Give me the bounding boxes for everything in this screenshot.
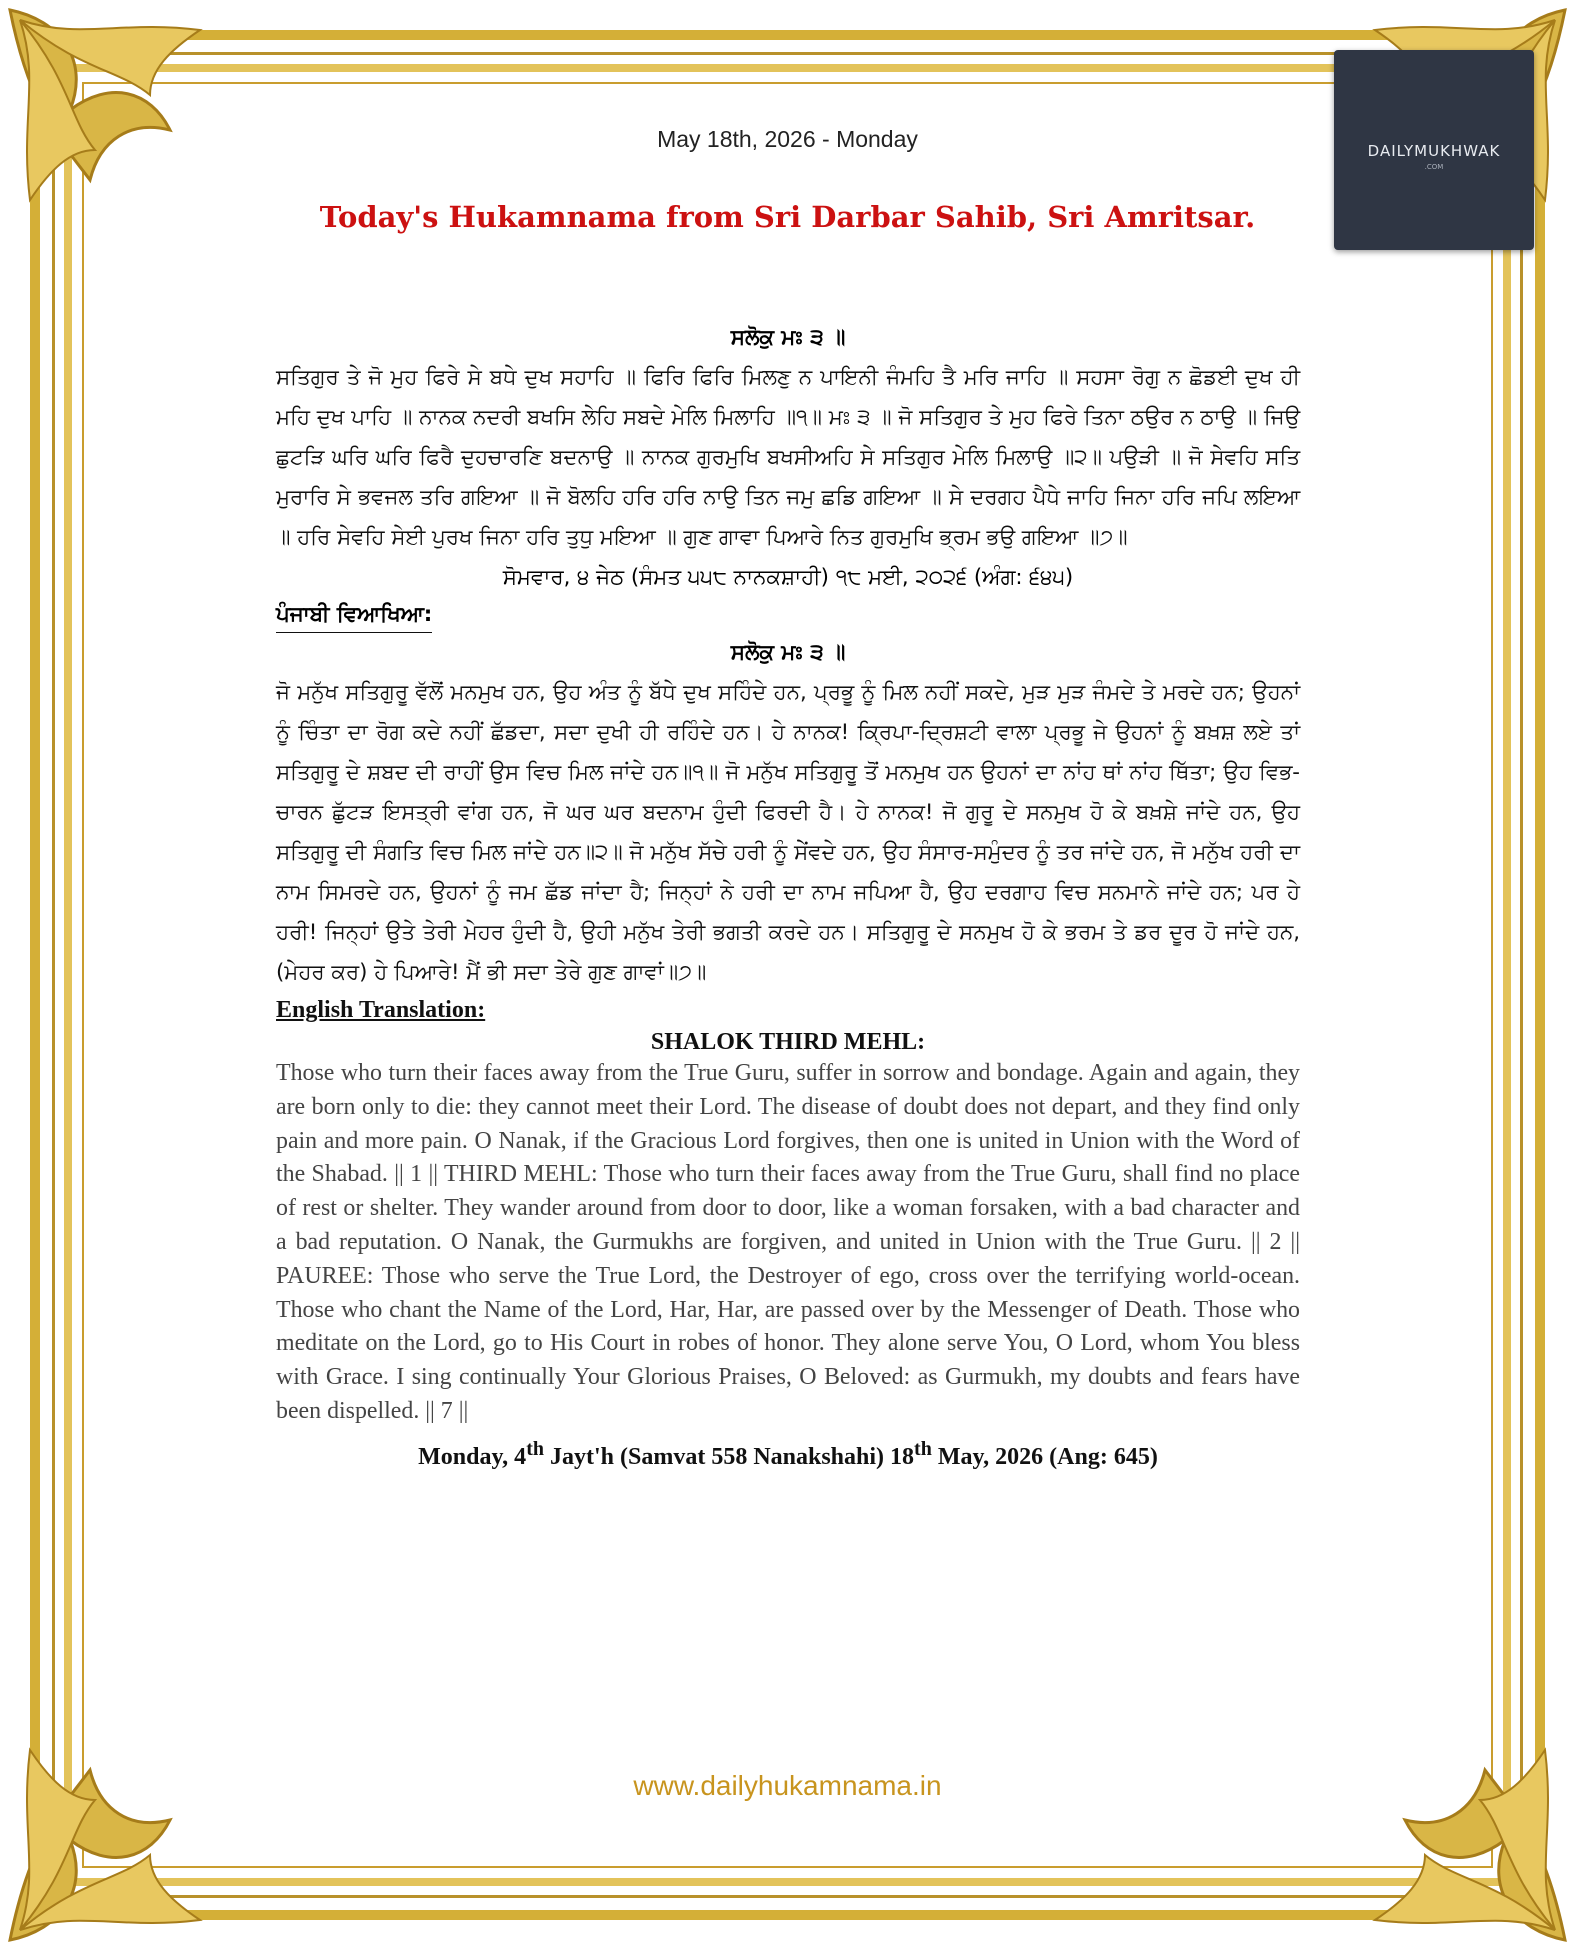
punjabi-text: ਜੋ ਮਨੁੱਖ ਸਤਿਗੁਰੂ ਵੱਲੋਂ ਮਨਮੁਖ ਹਨ, ਉਹ ਅੰਤ ਨੂੰ ਬੱਧੇ ਦੁਖ ਸਹਿੰਦੇ ਹਨ, ਪ੍ਰਭੂ ਨੂੰ ਮਿਲ ਨਹੀਂ ਸਕਦੇ, ਮੁੜ ਮੁੜ ਜੰਮਦੇ ਤੇ ਮਰਦੇ ਹਨ; ਉਹਨਾਂ ਨੂੰ ਚਿੰਤਾ ਦਾ ਰੋਗ ਕਦੇ ਨਹੀਂ ਛੱਡਦਾ, ਸਦਾ ਦੁਖੀ ਹੀ ਰਹਿੰਦੇ ਹਨ। ਹੇ ਨਾਨਕ! ਕ੍ਰਿਪਾ-ਦ੍ਰਿਸ਼ਟੀ ਵਾਲਾ ਪ੍ਰਭੂ ਜੇ ਉਹਨਾਂ ਨੂੰ ਬਖ਼ਸ਼ ਲਏ ਤਾਂ ਸਤਿਗੁਰੂ ਦੇ ਸ਼ਬਦ ਦੀ ਰਾਹੀਂ ਉਸ ਵਿਚ ਮਿਲ ਜਾਂਦੇ ਹਨ॥੧॥ ਜੋ ਮਨੁੱਖ ਸਤਿਗੁਰੂ ਤੋਂ ਮਨਮੁਖ ਹਨ ਉਹਨਾਂ ਦਾ ਨਾਂਹ ਥਾਂ ਨਾਂਹ ਥਿੱਤਾ; ਉਹ ਵਿਭ-ਚਾਰਨ ਛੁੱਟੜ ਇਸਤ੍ਰੀ ਵਾਂਗ ਹਨ, ਜੋ ਘਰ ਘਰ ਬਦਨਾਮ ਹੁੰਦੀ ਫਿਰਦੀ ਹੈ। ਹੇ ਨਾਨਕ! ਜੋ ਗੁਰੂ ਦੇ ਸਨਮੁਖ ਹੋ ਕੇ ਬਖ਼ਸ਼ੇ ਜਾਂਦੇ ਹਨ, ਉਹ ਸਤਿਗੁਰੂ ਦੀ ਸੰਗਤਿ ਵਿਚ ਮਿਲ ਜਾਂਦੇ ਹਨ॥੨॥ ਜੋ ਮਨੁੱਖ ਸੱਚੇ ਹਰੀ ਨੂੰ ਸੇਂਵਦੇ ਹਨ, ਉਹ ਸੰਸਾਰ-ਸਮੁੰਦਰ ਨੂੰ ਤਰ ਜਾਂਦੇ ਹਨ, ਜੋ ਮਨੁੱਖ ਹਰੀ ਦਾ ਨਾਮ ਸਿਮਰਦੇ ਹਨ, ਉਹਨਾਂ ਨੂੰ ਜਮ ਛੱਡ ਜਾਂਦਾ ਹੈ; ਜਿਨ੍ਹਾਂ ਨੇ ਹਰੀ ਦਾ ਨਾਮ ਜਪਿਆ ਹੈ, ਉਹ ਦਰਗਾਹ ਵਿਚ ਸਨਮਾਨੇ ਜਾਂਦੇ ਹਨ; ਪਰ ਹੇ ਹਰੀ! ਜਿਨ੍ਹਾਂ ਉਤੇ ਤੇਰੀ ਮੇਹਰ ਹੁੰਦੀ ਹੈ, ਉਹੀ ਮਨੁੱਖ ਤੇਰੀ ਭਗਤੀ ਕਰਦੇ ਹਨ। ਸਤਿਗੁਰੂ ਦੇ ਸਨਮੁਖ ਹੋ ਕੇ ਭਰਮ ਤੇ ਡਰ ਦੂਰ ਹੋ ਜਾਂਦੇ ਹਨ, (ਮੇਹਰ ਕਰ) ਹੇ ਪਿਆਰੇ! ਮੈਂ ਭੀ ਸਦਾ ਤੇਰੇ ਗੁਣ ਗਾਵਾਂ॥੭॥ [276,680,1300,985]
logo-name: DAILYMUKHWAK [1367,142,1501,160]
english-heading: English Translation: [276,997,486,1023]
gurbani-text: ਸਤਿਗੁਰ ਤੇ ਜੋ ਮੁਹ ਫਿਰੇ ਸੇ ਬਧੇ ਦੁਖ ਸਹਾਹਿ ॥ ਫਿਰਿ ਫਿਰਿ ਮਿਲਣੁ ਨ ਪਾਇਨੀ ਜੰਮਹਿ ਤੈ ਮਰਿ ਜਾਹਿ ॥ ਸਹਸਾ ਰੋਗੁ ਨ ਛੋਡਈ ਦੁਖ ਹੀ ਮਹਿ ਦੁਖ ਪਾਹਿ ॥ ਨਾਨਕ ਨਦਰੀ ਬਖਸਿ ਲੇਹਿ ਸਬਦੇ ਮੇਲਿ ਮਿਲਾਹਿ ॥੧॥ ਮਃ ੩ ॥ ਜੋ ਸਤਿਗੁਰ ਤੇ ਮੁਹ ਫਿਰੇ ਤਿਨਾ ਠਉਰ ਨ ਠਾਉ ॥ ਜਿਉ ਛੁਟੜਿ ਘਰਿ ਘਰਿ ਫਿਰੈ ਦੁਹਚਾਰਣਿ ਬਦਨਾਉ ॥ ਨਾਨਕ ਗੁਰਮੁਖਿ ਬਖਸੀਅਹਿ ਸੇ ਸਤਿਗੁਰ ਮੇਲਿ ਮਿਲਾਉ ॥੨॥ ਪਉੜੀ ॥ ਜੋ ਸੇਵਹਿ ਸਤਿ ਮੁਰਾਰਿ ਸੇ ਭਵਜਲ ਤਰਿ ਗਇਆ ॥ ਜੋ ਬੋਲਹਿ ਹਰਿ ਹਰਿ ਨਾਉ ਤਿਨ ਜਮੁ ਛਡਿ ਗਇਆ ॥ ਸੇ ਦਰਗਹ ਪੈਧੇ ਜਾਹਿ ਜਿਨਾ ਹਰਿ ਜਪਿ ਲਇਆ ॥ ਹਰਿ ਸੇਵਹਿ ਸੇਈ ਪੁਰਖ ਜਿਨਾ ਹਰਿ ਤੁਧੁ ਮਇਆ ॥ ਗੁਣ ਗਾਵਾ ਪਿਆਰੇ ਨਿਤ ਗੁਰਮੁਖਿ ਭ੍ਰਮ ਭਉ ਗਇਆ ॥੭॥ [276,365,1300,550]
gurbani-date-line: ਸੋਮਵਾਰ, ੪ ਜੇਠ (ਸੰਮਤ ੫੫੮ ਨਾਨਕਸ਼ਾਹੀ) ੧੮ ਮਈ, ੨੦੨੬ (ਅੰਗ: ੬੪੫) [502,565,1074,590]
page-title: Today's Hukamnama from Sri Darbar Sahib, Sri Amritsar. [319,200,1256,234]
english-subheading: SHALOK THIRD MEHL: [650,1029,926,1055]
website-link[interactable]: www.dailyhukamnama.in [633,1770,942,1801]
punjabi-subheading: ਸਲੋਕੁ ਮਃ ੩ ॥ [730,640,846,665]
gurbani-heading: ਸਲੋਕੁ ਮਃ ੩ ॥ [730,325,846,350]
english-text: Those who turn their faces away from the True Guru, suffer in sorrow and bondage. Again and again, they are born only to die: they cannot meet their Lord. The disease of doubt does not depart, and they find only pain and more pain. O Nanak, if the Gracious Lord forgives, then one is united in Union with the Word of the Shabad. || 1 || THIRD MEHL: Those who turn their faces away from the True Guru, shall find no place of rest or shelter. They wander around from door to door, like a woman forsaken, with a bad character and a bad reputation. O Nanak, the Gurmukhs are forgiven, and united in Union with the True Guru. || 2 || PAUREE: Those who serve the True Lord, the Destroyer of ego, cross over the terrifying world-ocean. Those who chant the Name of the Lord, Har, Har, are passed over by the Messenger of Death. Those who meditate on the Lord, go to His Court in robes of honor. They alone serve You, O Lord, whom You bless with Grace. I sing continually Your Glorious Praises, O Beloved: as Gurmukh, my doubts and fears have been dispelled. || 7 || [276,1060,1300,1424]
punjabi-heading: ਪੰਜਾਬੀ ਵਿਆਖਿਆ: [276,598,432,633]
corner-ribbon-ornament [0,1720,230,1950]
english-date-line: Monday, 4th Jayt'h (Samvat 558 Nanakshahi) 18th May, 2026 (Ang: 645) [418,1437,1158,1470]
hukamnama-content [276,318,1300,1477]
corner-ribbon-ornament [0,0,230,230]
corner-ribbon-ornament [1345,1720,1575,1950]
header-date: May 18th, 2026 - Monday [657,126,918,152]
logo-sub: .COM [1424,163,1444,171]
